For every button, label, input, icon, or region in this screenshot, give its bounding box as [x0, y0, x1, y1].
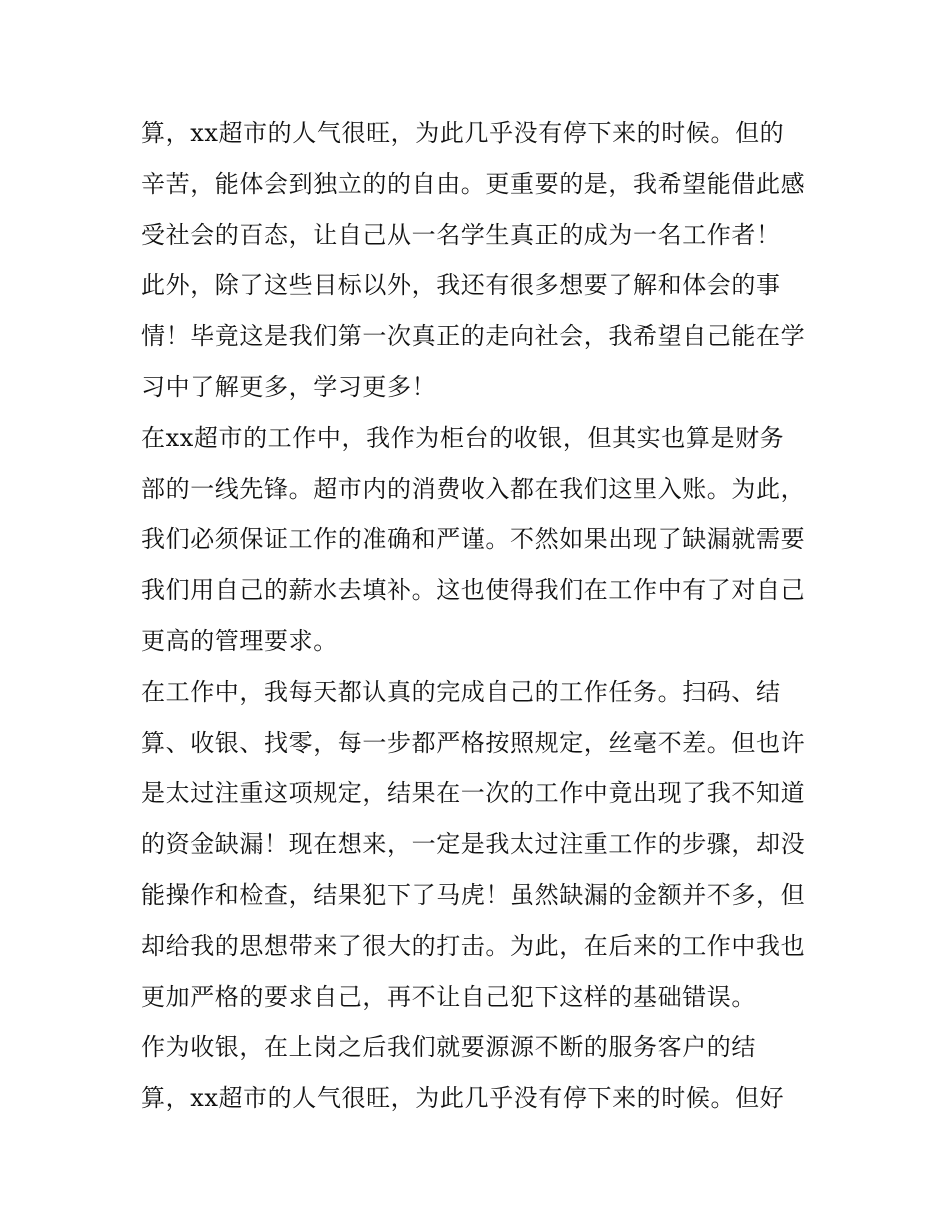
text-line: 习中了解更多，学习更多！ — [141, 372, 437, 401]
text-line: 我们必须保证工作的准确和严谨。不然如果出现了缺漏就需要 — [141, 525, 806, 554]
text-line: 是太过注重这项规定，结果在一次的工作中竟出现了我不知道 — [141, 779, 806, 808]
text-line: 此外，除了这些目标以外，我还有很多想要了解和体会的事 — [141, 271, 781, 300]
text-line: 辛苦，能体会到独立的的自由。更重要的是，我希望能借此感 — [141, 169, 806, 198]
text-line: 情！毕竟这是我们第一次真正的走向社会，我希望自己能在学 — [141, 322, 806, 351]
text-line: 算，xx超市的人气很旺，为此几乎没有停下来的时候。但的 — [141, 119, 785, 147]
text-line: 部的一线先锋。超市内的消费收入都在我们这里入账。为此， — [141, 474, 806, 503]
text-line: 更高的管理要求。 — [141, 626, 338, 655]
text-line: 算，xx超市的人气很旺，为此几乎没有停下来的时候。但好 — [141, 1084, 785, 1113]
text-line: 我们用自己的薪水去填补。这也使得我们在工作中有了对自己 — [141, 576, 806, 605]
text-line: 更加严格的要求自己，再不让自己犯下这样的基础错误。 — [141, 982, 756, 1011]
text-line: 受社会的百态，让自己从一名学生真正的成为一名工作者！ — [141, 220, 781, 249]
text-line: 却给我的思想带来了很大的打击。为此，在后来的工作中我也 — [141, 931, 806, 960]
text-line: 算、收银、找零，每一步都严格按照规定，丝毫不差。但也许 — [141, 728, 806, 757]
text-line: 在xx超市的工作中，我作为柜台的收银，但其实也算是财务 — [141, 423, 785, 452]
text-line: 在工作中，我每天都认真的完成自己的工作任务。扫码、结 — [141, 677, 781, 706]
text-line: 能操作和检查，结果犯下了马虎！虽然缺漏的金额并不多，但 — [141, 880, 806, 909]
document-body — [141, 108, 831, 1124]
text-line: 作为收银，在上岗之后我们就要源源不断的服务客户的结 — [141, 1033, 756, 1062]
text-line: 的资金缺漏！现在想来，一定是我太过注重工作的步骤，却没 — [141, 830, 806, 859]
